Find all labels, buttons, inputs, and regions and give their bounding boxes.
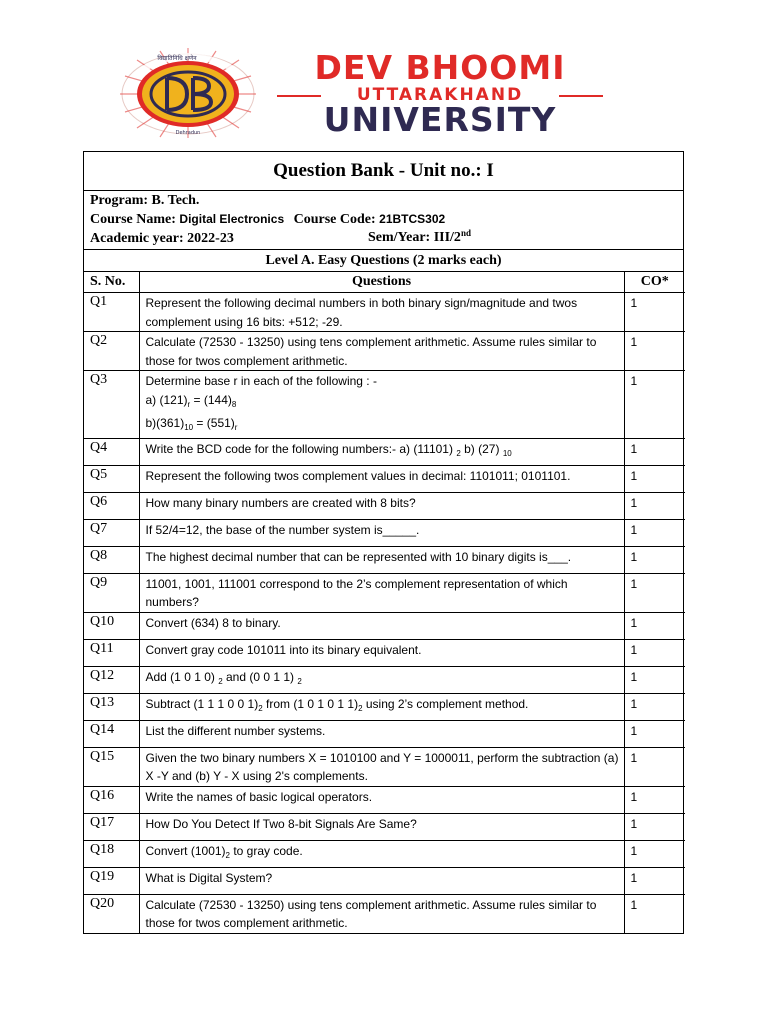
question-text: What is Digital System?: [139, 867, 624, 894]
course-code-label: Course Code:: [293, 212, 376, 227]
q-sub: 10: [184, 423, 194, 432]
wordmark-line-1: DEV BHOOMI: [314, 48, 566, 87]
question-number: Q13: [84, 693, 139, 720]
table-row: [84, 867, 685, 894]
table-row: [84, 573, 685, 612]
q-sub: 2: [358, 703, 363, 713]
question-number: Q16: [84, 786, 139, 813]
question-text: [139, 666, 624, 693]
question-number: Q11: [84, 639, 139, 666]
question-text: Calculate (72530 - 13250) using tens complement arithmetic. Assume rules similar to those for twos complement arithmetic.: [139, 332, 624, 371]
question-number: Q5: [84, 465, 139, 492]
sem-year-text: Sem/Year: III/2: [368, 230, 461, 245]
question-line: [146, 414, 620, 438]
q-sub: 2: [225, 850, 230, 860]
table-row: [84, 747, 685, 786]
course-line: [90, 212, 445, 228]
table-row: [84, 492, 685, 519]
university-wordmark: [265, 48, 615, 139]
q-part: Subtract (1 1 1 0 0 1): [145, 696, 259, 711]
table-row: [84, 438, 685, 465]
question-co: 1: [624, 840, 685, 867]
course-name-label: Course Name:: [90, 212, 176, 227]
table-row: [84, 693, 685, 720]
question-number: Q10: [84, 612, 139, 639]
table-row: [84, 612, 685, 639]
question-co: 1: [624, 465, 685, 492]
q-sub: r: [187, 399, 191, 409]
question-text: How many binary numbers are created with 8 bits?: [139, 492, 624, 519]
question-number: Q12: [84, 666, 139, 693]
q-sub: 8: [231, 399, 237, 409]
table-row: [84, 546, 685, 573]
question-co: 1: [624, 546, 685, 573]
question-co: 1: [624, 813, 685, 840]
table-row: [84, 666, 685, 693]
q-sub: 2: [218, 676, 223, 686]
question-number: Q6: [84, 492, 139, 519]
question-text: Calculate (72530 - 13250) using tens complement arithmetic. Assume rules similar to those for twos complement arithmetic.: [139, 894, 624, 933]
question-text: Represent the following decimal numbers in both binary sign/magnitude and twos complement using 16 bits: +512; -29.: [139, 293, 624, 332]
question-text: [139, 840, 624, 867]
question-co: 1: [624, 786, 685, 813]
wordmark-line-3: UNIVERSITY: [323, 100, 557, 139]
table-row: [84, 813, 685, 840]
university-logo-icon: [115, 46, 261, 138]
question-number: Q1: [84, 293, 139, 332]
question-co: 1: [624, 867, 685, 894]
question-line: [146, 391, 620, 415]
wordmark-rule-right: [559, 95, 603, 97]
question-co: 1: [624, 293, 685, 332]
table-row: [84, 519, 685, 546]
question-co: 1: [624, 747, 685, 786]
wordmark-line-2: UTTARAKHAND: [356, 85, 524, 105]
q-part: and (0 0 1 1): [222, 669, 295, 684]
q-part: = (551): [193, 416, 235, 430]
question-co: 1: [624, 666, 685, 693]
question-text: How Do You Detect If Two 8-bit Signals Are Same?: [139, 813, 624, 840]
q-sub: 2: [258, 703, 263, 713]
question-number: Q8: [84, 546, 139, 573]
question-text: Write the names of basic logical operators.: [139, 786, 624, 813]
question-co: 1: [624, 371, 685, 439]
page-title: Question Bank - Unit no.: I: [84, 152, 683, 191]
column-header-co: CO*: [624, 272, 685, 293]
q-part: b)(361): [145, 416, 185, 430]
question-text: [139, 693, 624, 720]
question-co: 1: [624, 573, 685, 612]
question-co: 1: [624, 492, 685, 519]
question-text: If 52/4=12, the base of the number system is_____.: [139, 519, 624, 546]
question-text: Convert gray code 101011 into its binary equivalent.: [139, 639, 624, 666]
column-header-questions: Questions: [139, 272, 624, 293]
sem-year-sup: nd: [460, 228, 471, 238]
question-number: Q2: [84, 332, 139, 371]
question-number: Q17: [84, 813, 139, 840]
university-header: [0, 0, 768, 150]
q-sub: r: [234, 423, 238, 432]
table-header-row: [84, 272, 685, 293]
question-number: Q7: [84, 519, 139, 546]
question-co: 1: [624, 693, 685, 720]
question-text: [139, 438, 624, 465]
question-number: Q18: [84, 840, 139, 867]
question-text: Represent the following twos complement values in decimal: 1101011; 0101101.: [139, 465, 624, 492]
table-row: [84, 786, 685, 813]
sem-year: [368, 228, 471, 246]
q-part: from (1 0 1 0 1 1): [262, 696, 359, 711]
question-co: 1: [624, 612, 685, 639]
table-row: [84, 332, 685, 371]
course-name-value: Digital Electronics: [179, 212, 285, 226]
table-row: [84, 293, 685, 332]
question-co: 1: [624, 438, 685, 465]
questions-table: [84, 272, 685, 933]
question-text: The highest decimal number that can be represented with 10 binary digits is___.: [139, 546, 624, 573]
column-header-sno: S. No.: [84, 272, 139, 293]
q-part: to gray code.: [230, 843, 303, 858]
question-line: Determine base r in each of the following : -: [145, 374, 377, 388]
program-label: Program: B. Tech.: [90, 193, 200, 208]
q-part: a) (121): [145, 392, 188, 407]
question-bank-document: [83, 151, 684, 934]
question-co: 1: [624, 720, 685, 747]
q-part: b) (27): [460, 441, 500, 456]
question-text: Given the two binary numbers X = 1010100 and Y = 1000011, perform the subtraction (a) X -Y and (b) Y - X using 2's complements.: [139, 747, 624, 786]
question-number: Q14: [84, 720, 139, 747]
table-row: [84, 840, 685, 867]
question-text: List the different number systems.: [139, 720, 624, 747]
logo-motto-text: विद्यातिनिधि क्षणेन: [157, 55, 197, 62]
question-number: Q20: [84, 894, 139, 933]
table-row: [84, 371, 685, 439]
course-code-value: 21BTCS302: [379, 212, 446, 226]
q-part: Convert (1001): [145, 843, 226, 858]
logo-city-text: Dehradun: [175, 130, 201, 136]
question-co: 1: [624, 332, 685, 371]
question-number: Q15: [84, 747, 139, 786]
table-row: [84, 720, 685, 747]
question-co: 1: [624, 639, 685, 666]
question-number: Q4: [84, 438, 139, 465]
table-row: [84, 894, 685, 933]
question-number: Q19: [84, 867, 139, 894]
table-row: [84, 639, 685, 666]
question-co: 1: [624, 894, 685, 933]
q-sub: 10: [502, 448, 512, 458]
academic-year: Academic year: 2022-23: [90, 231, 234, 246]
q-part: Add (1 0 1 0): [145, 669, 215, 684]
table-row: [84, 465, 685, 492]
q-part: Write the BCD code for the following numbers:- a) (11101): [145, 441, 453, 456]
question-text: 11001, 1001, 111001 correspond to the 2’s complement representation of which numbers?: [139, 573, 624, 612]
question-co: 1: [624, 519, 685, 546]
q-part: = (144): [190, 392, 232, 407]
question-text: [139, 371, 624, 439]
question-text: Convert (634) 8 to binary.: [139, 612, 624, 639]
level-heading: Level A. Easy Questions (2 marks each): [84, 250, 683, 272]
question-number: Q3: [84, 371, 139, 439]
question-number: Q9: [84, 573, 139, 612]
q-sub: 2: [456, 448, 461, 458]
q-part: using 2’s complement method.: [362, 696, 529, 711]
course-meta: [84, 191, 683, 250]
q-sub: 2: [297, 676, 302, 686]
